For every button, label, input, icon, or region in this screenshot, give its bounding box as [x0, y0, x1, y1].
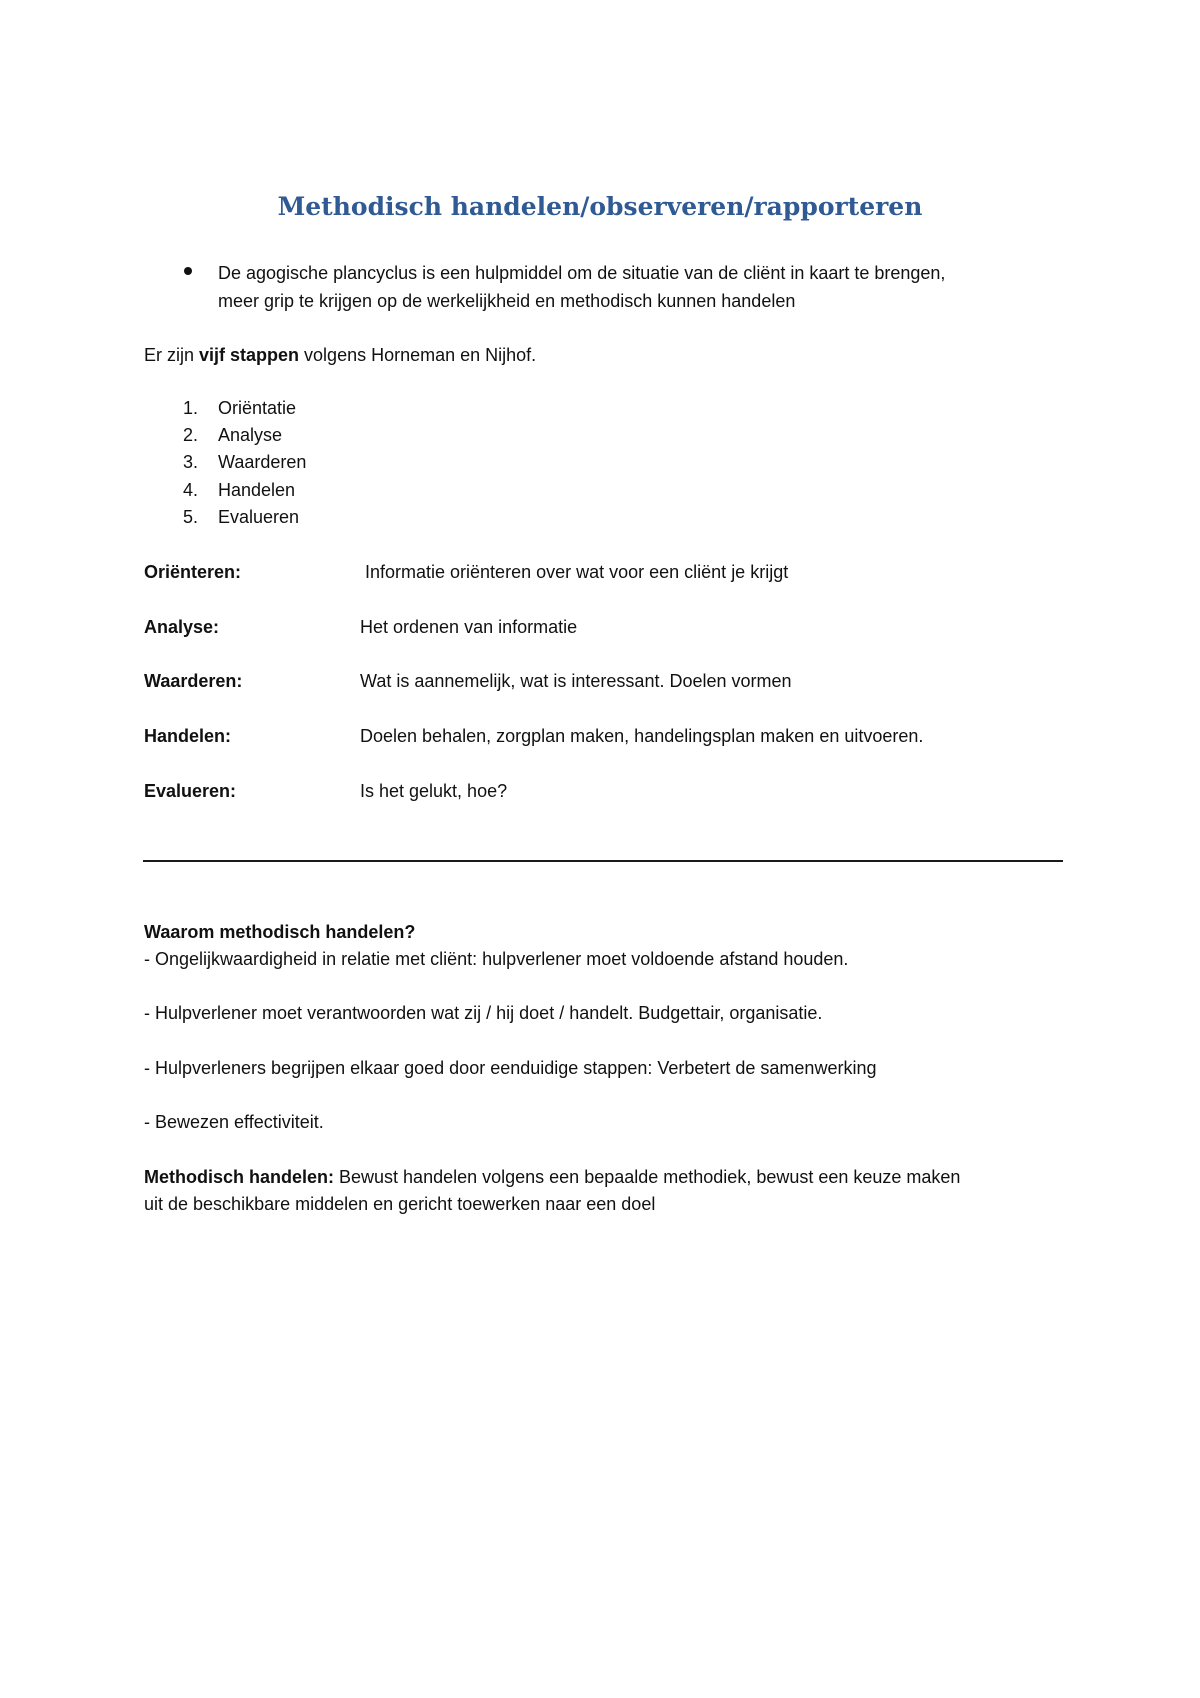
definition-desc: Doelen behalen, zorgplan maken, handelingsplan maken en uitvoeren. [360, 726, 924, 746]
intro-after: volgens Horneman en Nijhof. [299, 345, 537, 365]
bullet-text-line-1: De agogische plancyclus is een hulpmiddel om de situatie van de cliënt in kaart te brengen, [218, 263, 946, 283]
page-title: Methodisch handelen/observeren/rapporteren [277, 192, 923, 221]
definition-paragraph-text: Bewust handelen volgens een bepaalde methodiek, bewust een keuze maken [334, 1167, 961, 1187]
step-number: 4. [182, 480, 198, 500]
definition-desc: Is het gelukt, hoe? [360, 781, 508, 801]
definition-term: Oriënteren: [144, 562, 242, 582]
step-number: 3. [182, 452, 198, 472]
why-item: - Hulpverleners begrijpen elkaar goed door eenduidige stappen: Verbetert de samenwerking [144, 1058, 877, 1078]
bullet-icon [184, 267, 192, 275]
definition-term: Evalueren: [144, 781, 237, 801]
step-label: Waarderen [218, 452, 307, 472]
definition-desc: Informatie oriënteren over wat voor een cliënt je krijgt [365, 562, 789, 582]
definition-desc: Wat is aannemelijk, wat is interessant. Doelen vormen [360, 671, 792, 691]
section-divider [143, 860, 1063, 862]
intro-bold: vijf stappen [199, 345, 300, 365]
intro-sentence [144, 341, 536, 369]
step-number: 1. [182, 398, 198, 418]
definition-term: Analyse: [144, 617, 220, 637]
why-item: - Ongelijkwaardigheid in relatie met cliënt: hulpverlener moet voldoende afstand houden. [144, 949, 849, 969]
definition-desc: Het ordenen van informatie [360, 617, 578, 637]
step-number: 2. [182, 425, 198, 445]
step-label: Analyse [218, 425, 283, 445]
bullet-text-line-2: meer grip te krijgen op de werkelijkheid en methodisch kunnen handelen [218, 291, 796, 311]
step-label: Evalueren [218, 507, 300, 527]
why-item: - Hulpverlener moet verantwoorden wat zij / hij doet / handelt. Budgettair, organisatie. [144, 1003, 823, 1023]
definition-paragraph-line-2: uit de beschikbare middelen en gericht toewerken naar een doel [144, 1194, 656, 1214]
why-heading: Waarom methodisch handelen? [144, 922, 416, 942]
step-label: Oriëntatie [218, 398, 297, 418]
definition-term: Handelen: [144, 726, 232, 746]
definition-paragraph-line-1 [144, 1163, 960, 1191]
step-label: Handelen [218, 480, 296, 500]
intro-before: Er zijn [144, 345, 200, 365]
step-number: 5. [182, 507, 198, 527]
definition-paragraph-term: Methodisch handelen: [144, 1167, 335, 1187]
definition-term: Waarderen: [144, 671, 243, 691]
why-item: - Bewezen effectiviteit. [144, 1112, 324, 1132]
